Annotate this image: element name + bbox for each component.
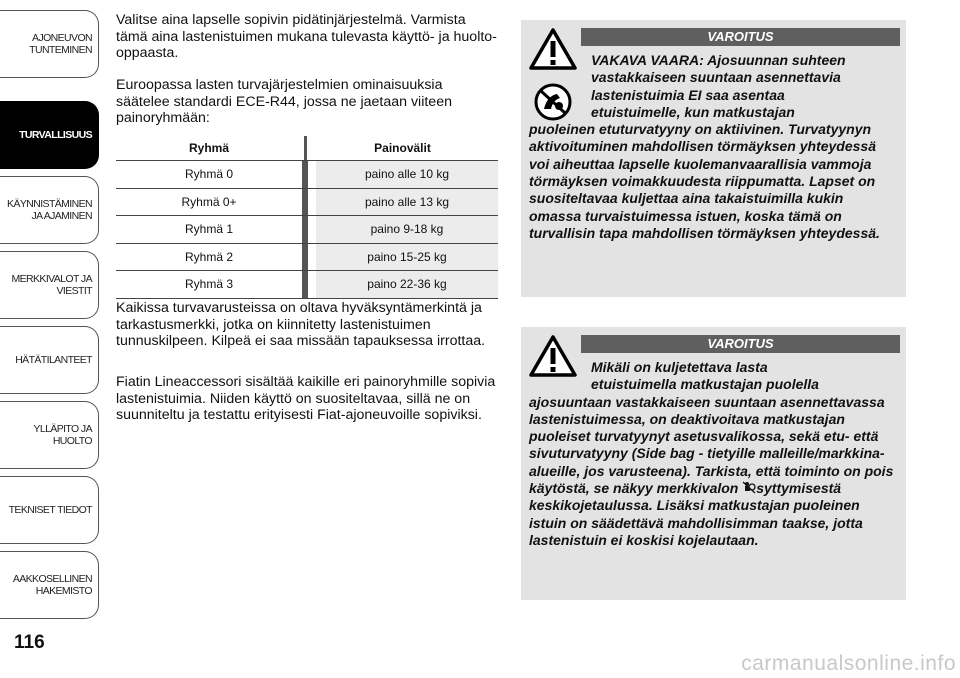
table-row xyxy=(116,271,498,299)
tab-kaynnistaminen[interactable] xyxy=(0,176,99,244)
cell-group: Ryhmä 3 xyxy=(184,277,234,292)
cell-group: Ryhmä 0+ xyxy=(181,194,237,209)
airbag-off-icon xyxy=(742,481,756,494)
tab-label: KÄYNNISTÄMINEN JA AJAMINEN xyxy=(7,198,92,222)
tab-label: AJONEUVON TUNTEMINEN xyxy=(29,32,92,56)
warning-box-1 xyxy=(521,20,906,297)
cell-weight: paino alle 10 kg xyxy=(316,161,498,188)
warning-title: VAROITUS xyxy=(581,335,900,353)
warning-box-2 xyxy=(521,327,906,600)
warning-line: VAKAVA VAARA: Ajosuunnan suhteen xyxy=(591,52,846,68)
column-divider xyxy=(302,216,308,243)
table-header xyxy=(116,136,498,161)
tab-label: TURVALLISUUS xyxy=(19,129,92,141)
tab-ajoneuvon-tunteminen[interactable] xyxy=(0,10,99,78)
column-divider xyxy=(302,189,308,216)
column-header-weight: Painovälit xyxy=(374,141,431,155)
table-row xyxy=(116,189,498,217)
cell-weight: paino 9-18 kg xyxy=(316,216,498,243)
tab-label: MERKKIVALOT JA VIESTIT xyxy=(11,273,92,297)
tab-turvallisuus[interactable] xyxy=(0,101,99,169)
column-divider xyxy=(302,161,308,188)
warning-body-part1: ajosuuntaan vastakkaiseen suuntaan asennettavassa lastenistuimessa, on deaktivoitava matkustajan puoleiset turvatyynyt asetusvalikossa, sekä etu- että sivuturvatyyny (Side bag - tietyille malleille/markkina-alueille, jos varusteena). Tarkista, että toiminto on pois käytöstä, se näkyy merkkivalon xyxy=(529,393,894,497)
paragraph-lineaccessori: Fiatin Lineaccessori sisältää kaikille eri painoryhmille sopivia lastenistuimia. Niiden käyttö on suositeltavaa, sillä ne on suunniteltu ja testattu erityisesti Fiat-ajoneuvoille sopiviksi. xyxy=(116,374,496,423)
tab-label: YLLÄPITO JA HUOLTO xyxy=(33,423,92,447)
tab-label: AAKKOSELLINEN HAKEMISTO xyxy=(12,573,92,597)
cell-group: Ryhmä 2 xyxy=(184,249,234,264)
warning-line: etuistuimella matkustajan puolella xyxy=(591,376,819,393)
table-row xyxy=(116,244,498,272)
tab-label: TEKNISET TIEDOT xyxy=(8,504,92,516)
column-divider xyxy=(302,271,308,298)
warning-line: lastenistuimia EI saa asentaa xyxy=(591,86,785,103)
chapter-tabs xyxy=(0,0,100,678)
warning-title: VAROITUS xyxy=(581,28,900,46)
table-row xyxy=(116,216,498,244)
column-header-group: Ryhmä xyxy=(188,141,229,155)
page-number: 116 xyxy=(14,632,45,653)
tab-merkkivalot[interactable] xyxy=(0,251,99,319)
warning-body-part2: syttymisestä keskikojetaulussa. Lisäksi matkustajan puoleinen istuin on säädettävä mahdollisimman taakse, jotta lastenistuin ei koskisi kojelautaan. xyxy=(529,480,863,548)
warning-body: puoleinen etuturvatyyny on aktiivinen. Turvatyynyn aktivoituminen mahdollisen törmäyksen yhteydessä voi aiheuttaa lapselle kuolemanvaarallisia vammoja törmäyksen voimakkuudesta riippumatta. Lapset on suositeltavaa kuljettaa aina takaistuimilla kukin omassa turvaistuimessa istuen, koska tämä on turvallisin tapa mahdollisen törmäyksen yhteydessä. xyxy=(529,121,880,241)
cell-weight: paino 22-36 kg xyxy=(316,271,498,298)
column-divider xyxy=(302,244,308,271)
paragraph-standard: Euroopassa lasten turvajärjestelmien ominaisuuksia säätelee standardi ECE-R44, jossa ne jaetaan viiteen painoryhmään: xyxy=(116,77,452,126)
warning-line: etuistuimelle, kun matkustajan xyxy=(591,103,795,120)
warning-text xyxy=(529,359,896,549)
paragraph-approval: Kaikissa turvavarusteissa on oltava hyväksyntämerkintä ja tarkastusmerkki, jotka on kiinnitetty lastenistuimen tunnuskilpeen. Kilpeä ei saa missään tapauksessa irrottaa. xyxy=(116,300,486,349)
cell-group: Ryhmä 1 xyxy=(184,222,234,237)
paragraph-intro: Valitse aina lapselle sopivin pidätinjärjestelmä. Varmista tämä aina lastenistuimen mukana tulevasta käyttö- ja huolto-oppaasta. xyxy=(116,12,497,61)
cell-weight: paino alle 13 kg xyxy=(316,189,498,216)
cell-group: Ryhmä 0 xyxy=(184,167,234,182)
table-row xyxy=(116,161,498,189)
warning-line: vastakkaiseen suuntaan asennettavia xyxy=(591,69,841,86)
weight-group-table xyxy=(116,136,498,299)
tab-tekniset-tiedot[interactable] xyxy=(0,476,99,544)
tab-hakemisto[interactable] xyxy=(0,551,99,619)
cell-weight: paino 15-25 kg xyxy=(316,244,498,271)
warning-line: Mikäli on kuljetettava lasta xyxy=(591,359,768,375)
warning-text xyxy=(529,52,896,242)
tab-yllapito[interactable] xyxy=(0,401,99,469)
tab-hatatilanteet[interactable] xyxy=(0,326,99,394)
watermark: carmanualsonline.info xyxy=(741,652,956,675)
warning-body xyxy=(529,394,896,550)
tab-label: HÄTÄTILANTEET xyxy=(15,354,92,366)
